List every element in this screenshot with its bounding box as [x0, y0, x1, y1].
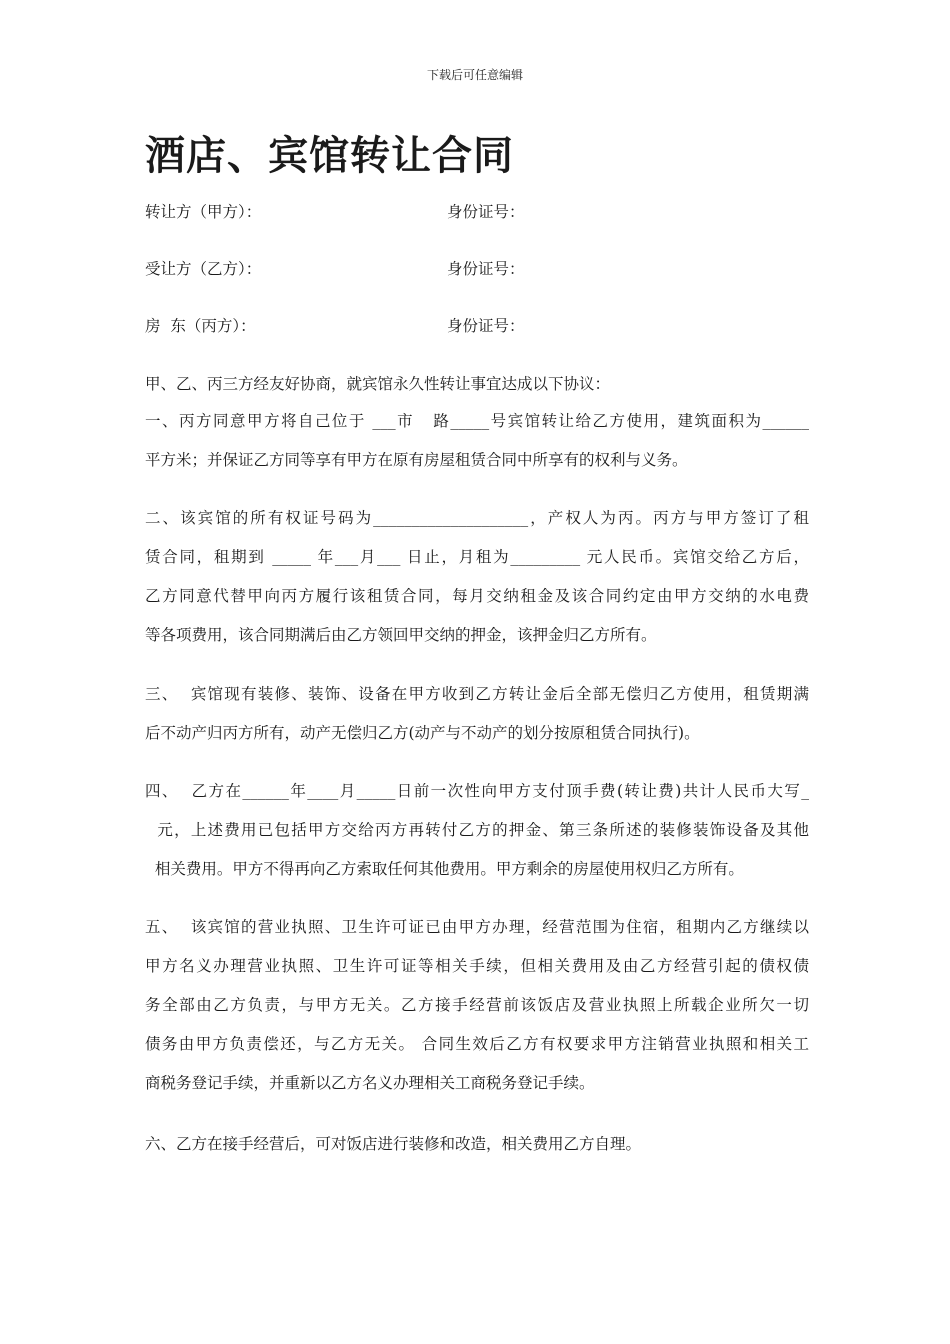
clause-4-line: 元，上述费用已包括甲方交给丙方再转付乙方的押金、第三条所述的装修装饰设备及其他 — [145, 821, 809, 839]
party-a-label: 转让方（甲方）： — [145, 203, 262, 221]
clause-1 — [145, 402, 809, 480]
clause-5-line: 债务由甲方负责偿还，与乙方无关。 合同生效后乙方有权要求甲方注销营业执照和相关工 — [145, 1035, 809, 1053]
clause-5-line: 商税务登记手续，并重新以乙方名义办理相关工商税务登记手续。 — [145, 1074, 595, 1092]
party-b-id-label: 身份证号： — [447, 260, 525, 278]
clause-4 — [145, 772, 809, 889]
clause-6-line: 六、乙方在接手经营后，可对饭店进行装修和改造，相关费用乙方自理。 — [145, 1135, 642, 1153]
clause-2-line: 赁合同，租期到 _____ 年___月___ 日止，月租为_________ 元人民币。宾馆交给乙方后， — [145, 548, 809, 566]
party-c-label: 房 东（丙方）： — [145, 317, 256, 335]
clause-1-line: 平方米；并保证乙方同等享有甲方在原有房屋租赁合同中所享有的权利与义务。 — [145, 451, 688, 469]
clause-5-line: 五、 该宾馆的营业执照、卫生许可证已由甲方办理，经营范围为住宿，租期内乙方继续以 — [145, 918, 809, 936]
clause-1-line: 一、丙方同意甲方将自己位于 ___市 路_____号宾馆转让给乙方使用，建筑面积为______ — [145, 412, 809, 430]
clause-2 — [145, 499, 809, 655]
clause-3-line: 三、 宾馆现有装修、装饰、设备在甲方收到乙方转让金后全部无偿归乙方使用，租赁期满 — [145, 685, 809, 703]
clause-5 — [145, 908, 809, 1103]
party-c-id-label: 身份证号： — [447, 317, 525, 335]
clause-4-line: 四、 乙方在______年____月_____日前一次性向甲方支付顶手费(转让费)共计人民币大写_ — [145, 782, 809, 800]
clause-3-line: 后不动产归丙方所有，动产无偿归乙方(动产与不动产的划分按原租赁合同执行)。 — [145, 724, 700, 742]
party-b-label: 受让方（乙方）： — [145, 260, 262, 278]
page-title: 酒店、宾馆转让合同 — [145, 132, 514, 179]
clause-4-line: 相关费用。甲方不得再向乙方索取任何其他费用。甲方剩余的房屋使用权归乙方所有。 — [145, 860, 744, 878]
clause-3 — [145, 675, 809, 753]
clause-5-line: 甲方名义办理营业执照、卫生许可证等相关手续，但相关费用及由乙方经营引起的债权债 — [145, 957, 809, 975]
party-a-id-label: 身份证号： — [447, 203, 525, 221]
clause-5-line: 务全部由乙方负责，与甲方无关。乙方接手经营前该饭店及营业执照上所载企业所欠一切 — [145, 996, 809, 1014]
clause-2-line: 等各项费用，该合同期满后由乙方领回甲交纳的押金，该押金归乙方所有。 — [145, 626, 657, 644]
clause-2-line: 二、该宾馆的所有权证号码为____________________，产权人为丙。丙方与甲方签订了租 — [145, 509, 809, 527]
clause-6 — [145, 1125, 809, 1164]
header-note: 下载后可任意编辑 — [426, 68, 523, 82]
intro-paragraph: 甲、乙、丙三方经友好协商，就宾馆永久性转让事宜达成以下协议： — [145, 375, 611, 393]
clause-2-line: 乙方同意代替甲向丙方履行该租赁合同，每月交纳租金及该合同约定由甲方交纳的水电费 — [145, 587, 809, 605]
